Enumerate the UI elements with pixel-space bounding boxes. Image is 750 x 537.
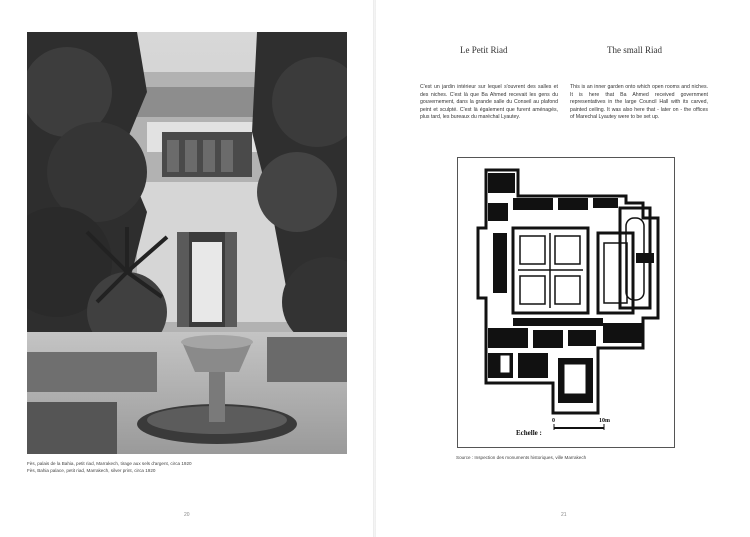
page-number-right: 21 (561, 512, 567, 518)
riad-photo-illustration (27, 32, 347, 454)
floor-plan (457, 157, 675, 448)
plan-source: Source : Inspection des monuments historiques, ville Marrakech (456, 455, 587, 460)
scale-zero: 0 (552, 418, 555, 424)
floor-plan-drawing (458, 158, 674, 447)
paragraph-english: This is an inner garden onto which open rooms and niches. It is here that Ba Ahmed received government representatives in the large Council Hall with its carved, painted ceiling. It was also here that - later on - the offices of Marechal Lyautey were to be set up. (570, 84, 708, 121)
photo-caption (27, 460, 357, 474)
scale-label: Echelle : (516, 429, 542, 437)
title-french: Le Petit Riad (460, 45, 508, 55)
caption-english: Fès, Bahia palace, petit riad, Marrakech, silver print, circa 1920 (27, 468, 156, 473)
riad-garden-photo (27, 32, 347, 454)
paragraph-french: C'est un jardin intérieur sur lequel s'ouvrent des salles et des niches. C'est là que Ba Ahmed recevait les gens du gouvernement, dans la grande salle du Conseil au plafond peint et sculpté. C'est là également que furent aménagés, plus tard, les bureaux du maréchal Lyautey. (420, 84, 558, 121)
title-english: The small Riad (607, 45, 662, 55)
page-number-left: 20 (184, 512, 190, 518)
scale-end: 10m (599, 418, 610, 424)
caption-french: Fès, palais de la Bahia, petit riad, Marrakech, tirage aux sels d'argent, circa 1920 (27, 461, 192, 466)
left-page (0, 0, 374, 537)
